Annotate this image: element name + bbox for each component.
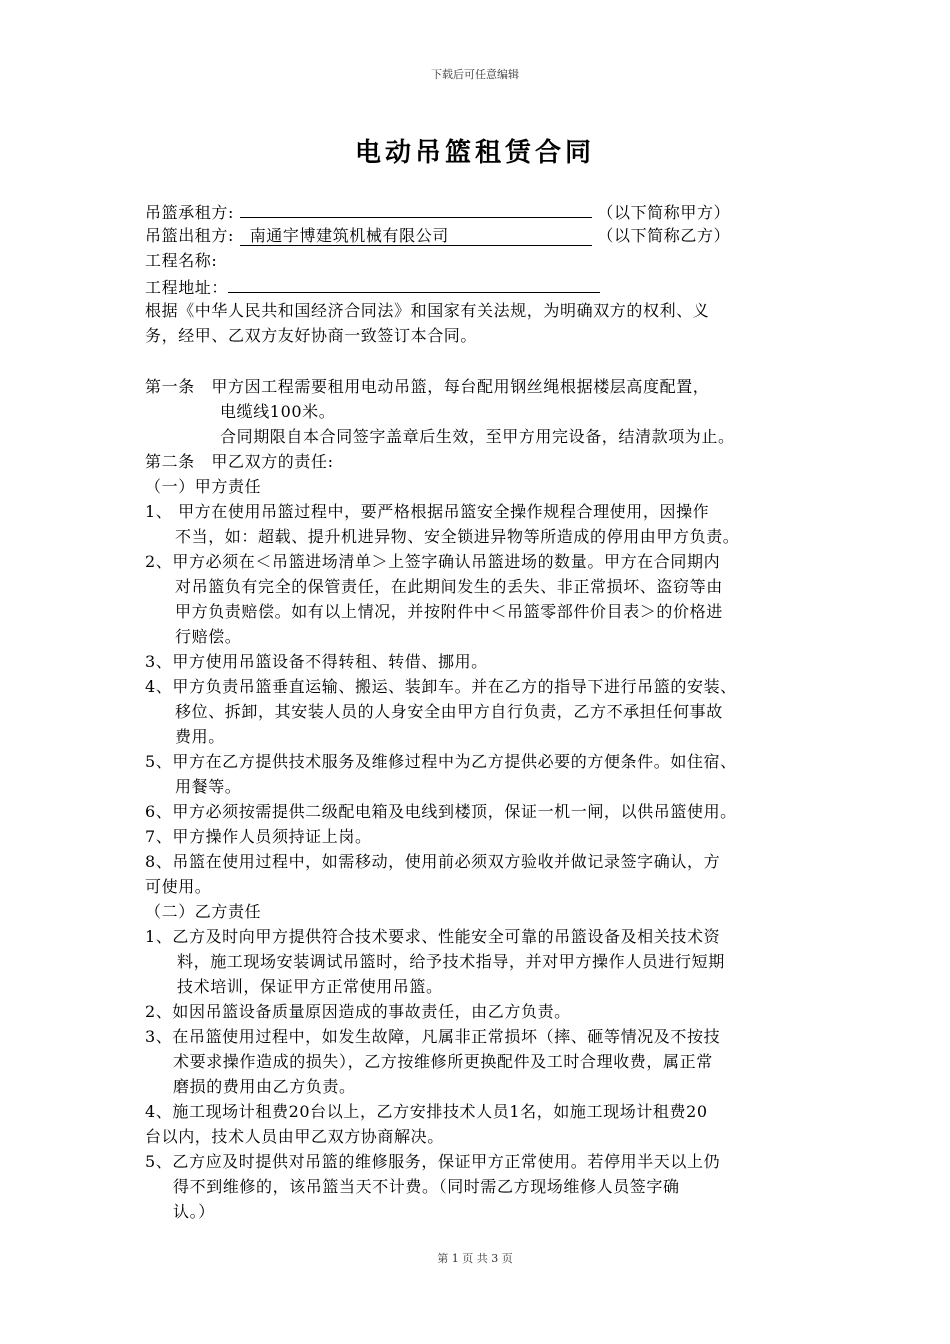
lessor-suffix: （以下简称乙方） [597, 226, 731, 245]
document-title: 电动吊篮租赁合同 [354, 138, 595, 168]
item-line: 行赔偿。 [175, 627, 242, 646]
item-line: 3、甲方使用吊篮设备不得转租、转借、挪用。 [145, 652, 488, 671]
item-line: 8、吊篮在使用过程中，如需移动，使用前必须双方验收并做记录签字确认，方 [145, 852, 721, 871]
item-line: 不当，如：超载、提升机进异物、安全锁进异物等所造成的停用由甲方负责。 [175, 527, 740, 546]
partyB-item [145, 924, 825, 999]
item-line: 磨损的费用由乙方负责。 [173, 1077, 356, 1096]
partyA-item [145, 824, 825, 849]
item-line: 4、甲方负责吊篮垂直运输、搬运、装卸车。并在乙方的指导下进行吊篮的安装、 [145, 677, 737, 696]
document-body [145, 198, 825, 1224]
item-line: 2、甲方必须在＜吊篮进场清单＞上签字确认吊篮进场的数量。甲方在合同期内 [145, 552, 721, 571]
lessee-field[interactable] [240, 198, 592, 218]
article1-line: 电缆线100米。 [220, 402, 336, 421]
item-line: 术要求操作造成的损失），乙方按维修所更换配件及工时合理收费，属正常 [173, 1052, 713, 1071]
preamble-line: 根据《中华人民共和国经济合同法》和国家有关法规，为明确双方的权利、义 [145, 301, 710, 320]
item-line: 费用。 [175, 727, 225, 746]
item-line: 5、乙方应及时提供对吊篮的维修服务，保证甲方正常使用。若停用半天以上仍 [145, 1152, 721, 1171]
project-address-line [145, 273, 825, 298]
item-line: 认。） [173, 1202, 215, 1221]
item-line: 5、甲方在乙方提供技术服务及维修过程中为乙方提供必要的方便条件。如住宿、 [145, 752, 737, 771]
item-line: 移位、拆卸，其安装人员的人身安全由甲方自行负责，乙方不承担任何事故 [175, 702, 723, 721]
partyA-item [145, 649, 825, 674]
item-line: 甲方负责赔偿。如有以上情况，并按附件中＜吊篮零部件价目表＞的价格进 [175, 602, 723, 621]
partyA-item [145, 749, 825, 799]
lessee-label: 吊篮承租方: [145, 203, 234, 222]
partyB-item [145, 1099, 825, 1149]
lessor-label: 吊篮出租方: [145, 226, 234, 245]
partyB-item [145, 1149, 825, 1224]
item-line: 7、甲方操作人员须持证上岗。 [145, 827, 372, 846]
article1-line: 第一条 甲方因工程需要租用电动吊篮，每台配用钢丝绳根据楼层高度配置， [145, 377, 710, 396]
page-number: 第 1 页 共 3 页 [437, 1252, 513, 1265]
project-name-line [145, 248, 825, 273]
item-line: 台以内，技术人员由甲乙双方协商解决。 [145, 1127, 444, 1146]
item-line: 对吊篮负有完全的保管责任，在此期间发生的丢失、非正常损坏、盗窃等由 [175, 577, 723, 596]
partyB-item [145, 1024, 825, 1099]
partyA-item [145, 674, 825, 749]
partyA-item [145, 549, 825, 649]
project-address-field[interactable] [228, 273, 600, 293]
item-line: 3、在吊篮使用过程中，如发生故障，凡属非正常损坏（摔、砸等情况及不按技 [145, 1027, 721, 1046]
preamble-line: 务，经甲、乙双方友好协商一致签订本合同。 [145, 326, 478, 345]
item-line: 1、 甲方在使用吊篮过程中，要严格根据吊篮安全操作规程合理使用，因操作 [145, 502, 710, 521]
header-note: 下载后可任意编辑 [431, 68, 519, 81]
article2-heading: 第二条 甲乙双方的责任: [145, 452, 334, 471]
lessor-line [145, 223, 825, 248]
item-line: 技术培训，保证甲方正常使用吊篮。 [177, 977, 443, 996]
partyB-item [145, 999, 825, 1024]
lessor-field[interactable]: 南通宇博建筑机械有限公司 [240, 226, 592, 246]
item-line: 6、甲方必须按需提供二级配电箱及电线到楼顶，保证一机一闸，以供吊篮使用。 [145, 802, 737, 821]
partyB-heading: （二）乙方责任 [145, 902, 262, 921]
item-line: 得不到维修的，该吊篮当天不计费。（同时需乙方现场维修人员签字确 [173, 1177, 680, 1196]
item-line: 2、如因吊篮设备质量原因造成的事故责任，由乙方负责。 [145, 1002, 571, 1021]
partyA-item [145, 849, 825, 899]
item-line: 1、乙方及时向甲方提供符合技术要求、性能安全可靠的吊篮设备及相关技术资 [145, 927, 721, 946]
item-line: 用餐等。 [175, 777, 242, 796]
partyA-item [145, 799, 825, 824]
partyA-heading: （一）甲方责任 [145, 477, 262, 496]
project-address-label: 工程地址： [145, 278, 229, 297]
article1-line: 合同期限自本合同签字盖章后生效，至甲方用完设备，结清款项为止。 [220, 427, 735, 446]
item-line: 可使用。 [145, 877, 212, 896]
lessee-line [145, 198, 825, 223]
item-line: 4、施工现场计租费20台以上，乙方安排技术人员1名，如施工现场计租费20 [145, 1102, 708, 1121]
lessee-suffix: （以下简称甲方） [597, 203, 731, 222]
project-name-label: 工程名称: [145, 251, 218, 270]
item-line: 料，施工现场安装调试吊篮时，给予技术指导，并对甲方操作人员进行短期 [177, 952, 725, 971]
partyA-item [145, 499, 825, 549]
